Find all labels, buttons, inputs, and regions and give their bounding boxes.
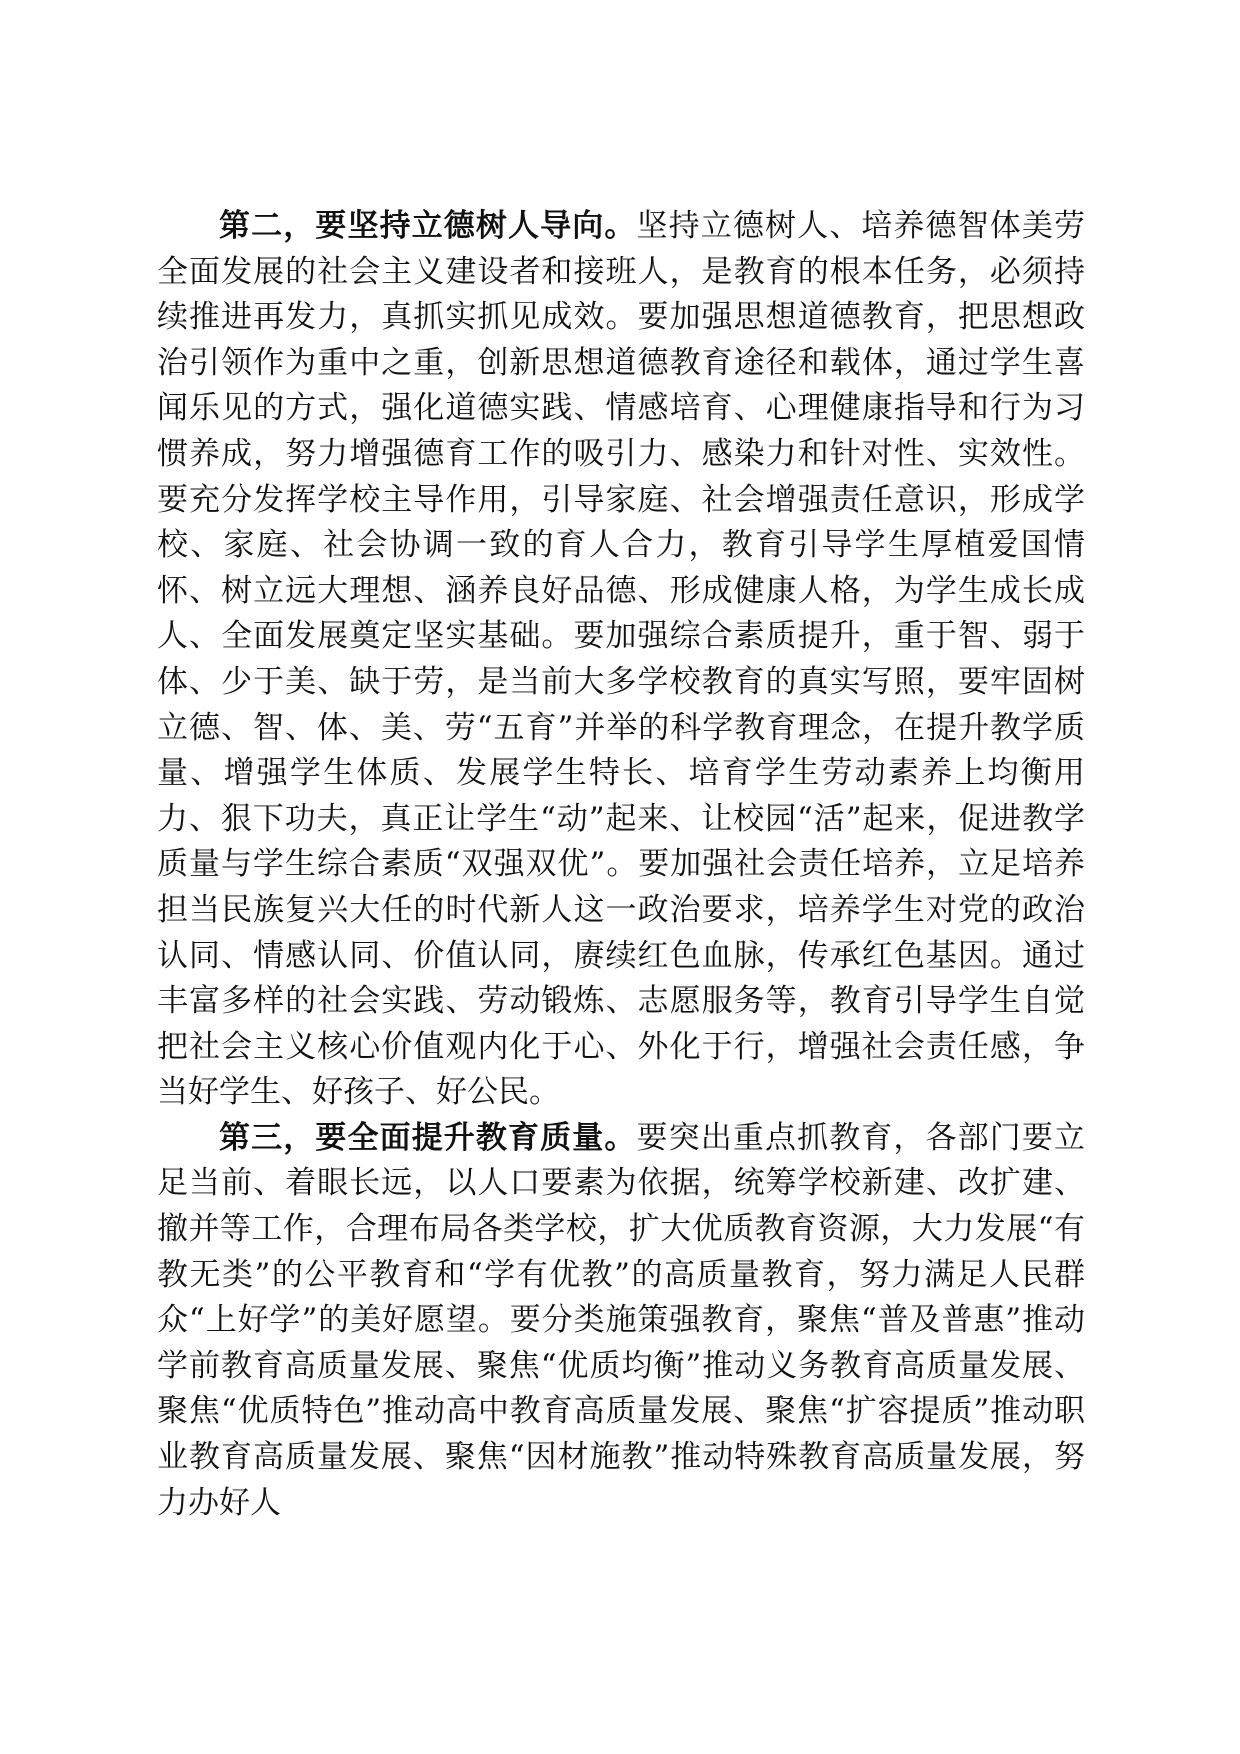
document-page xyxy=(157,204,1085,1526)
paragraph-heading: 第二，要坚持立德树人导向。 xyxy=(219,208,637,244)
paragraph-education-quality xyxy=(157,1116,1085,1526)
paragraph-heading: 第三，要全面提升教育质量。 xyxy=(219,1119,637,1156)
paragraph-moral-education xyxy=(157,204,1085,1116)
paragraph-body: 要突出重点抓教育，各部门要立足当前、着眼长远，以人口要素为依据，统筹学校新建、改扩建、撤并等工作，合理布局各类学校，扩大优质教育资源，大力发展“有教无类”的公平教育和“学有优教”的高质量教育，努力满足人民群众“上好学”的美好愿望。要分类施策强教育，聚焦“普及普惠”推动学前教育高质量发展、聚焦“优质均衡”推动义务教育高质量发展、聚焦“优质特色”推动高中教育高质量发展、聚焦“扩容提质”推动职业教育高质量发展、聚焦“因材施教”推动特殊教育高质量发展，努力办好人 xyxy=(157,1119,1085,1521)
paragraph-body: 坚持立德树人、培养德智体美劳全面发展的社会主义建设者和接班人，是教育的根本任务，必须持续推进再发力，真抓实抓见成效。要加强思想道德教育，把思想政治引领作为重中之重，创新思想道德教育途径和载体，通过学生喜闻乐见的方式，强化道德实践、情感培育、心理健康指导和行为习惯养成，努力增强德育工作的吸引力、感染力和针对性、实效性。要充分发挥学校主导作用，引导家庭、社会增强责任意识，形成学校、家庭、社会协调一致的育人合力，教育引导学生厚植爱国情怀、树立远大理想、涵养良好品德、形成健康人格，为学生成长成人、全面发展奠定坚实基础。要加强综合素质提升，重于智、弱于体、少于美、缺于劳，是当前大多学校教育的真实写照，要牢固树立德、智、体、美、劳“五育”并举的科学教育理念，在提升教学质量、增强学生体质、发展学生特长、培育学生劳动素养上均衡用力、狠下功夫，真正让学生“动”起来、让校园“活”起来，促进教学质量与学生综合素质“双强双优”。要加强社会责任培养，立足培养担当民族复兴大任的时代新人这一政治要求，培养学生对党的政治认同、情感认同、价值认同，赓续红色血脉，传承红色基因。通过丰富多样的社会实践、劳动锻炼、志愿服务等，教育引导学生自觉把社会主义核心价值观内化于心、外化于行，增强社会责任感，争当好学生、好孩子、好公民。 xyxy=(157,208,1085,1111)
